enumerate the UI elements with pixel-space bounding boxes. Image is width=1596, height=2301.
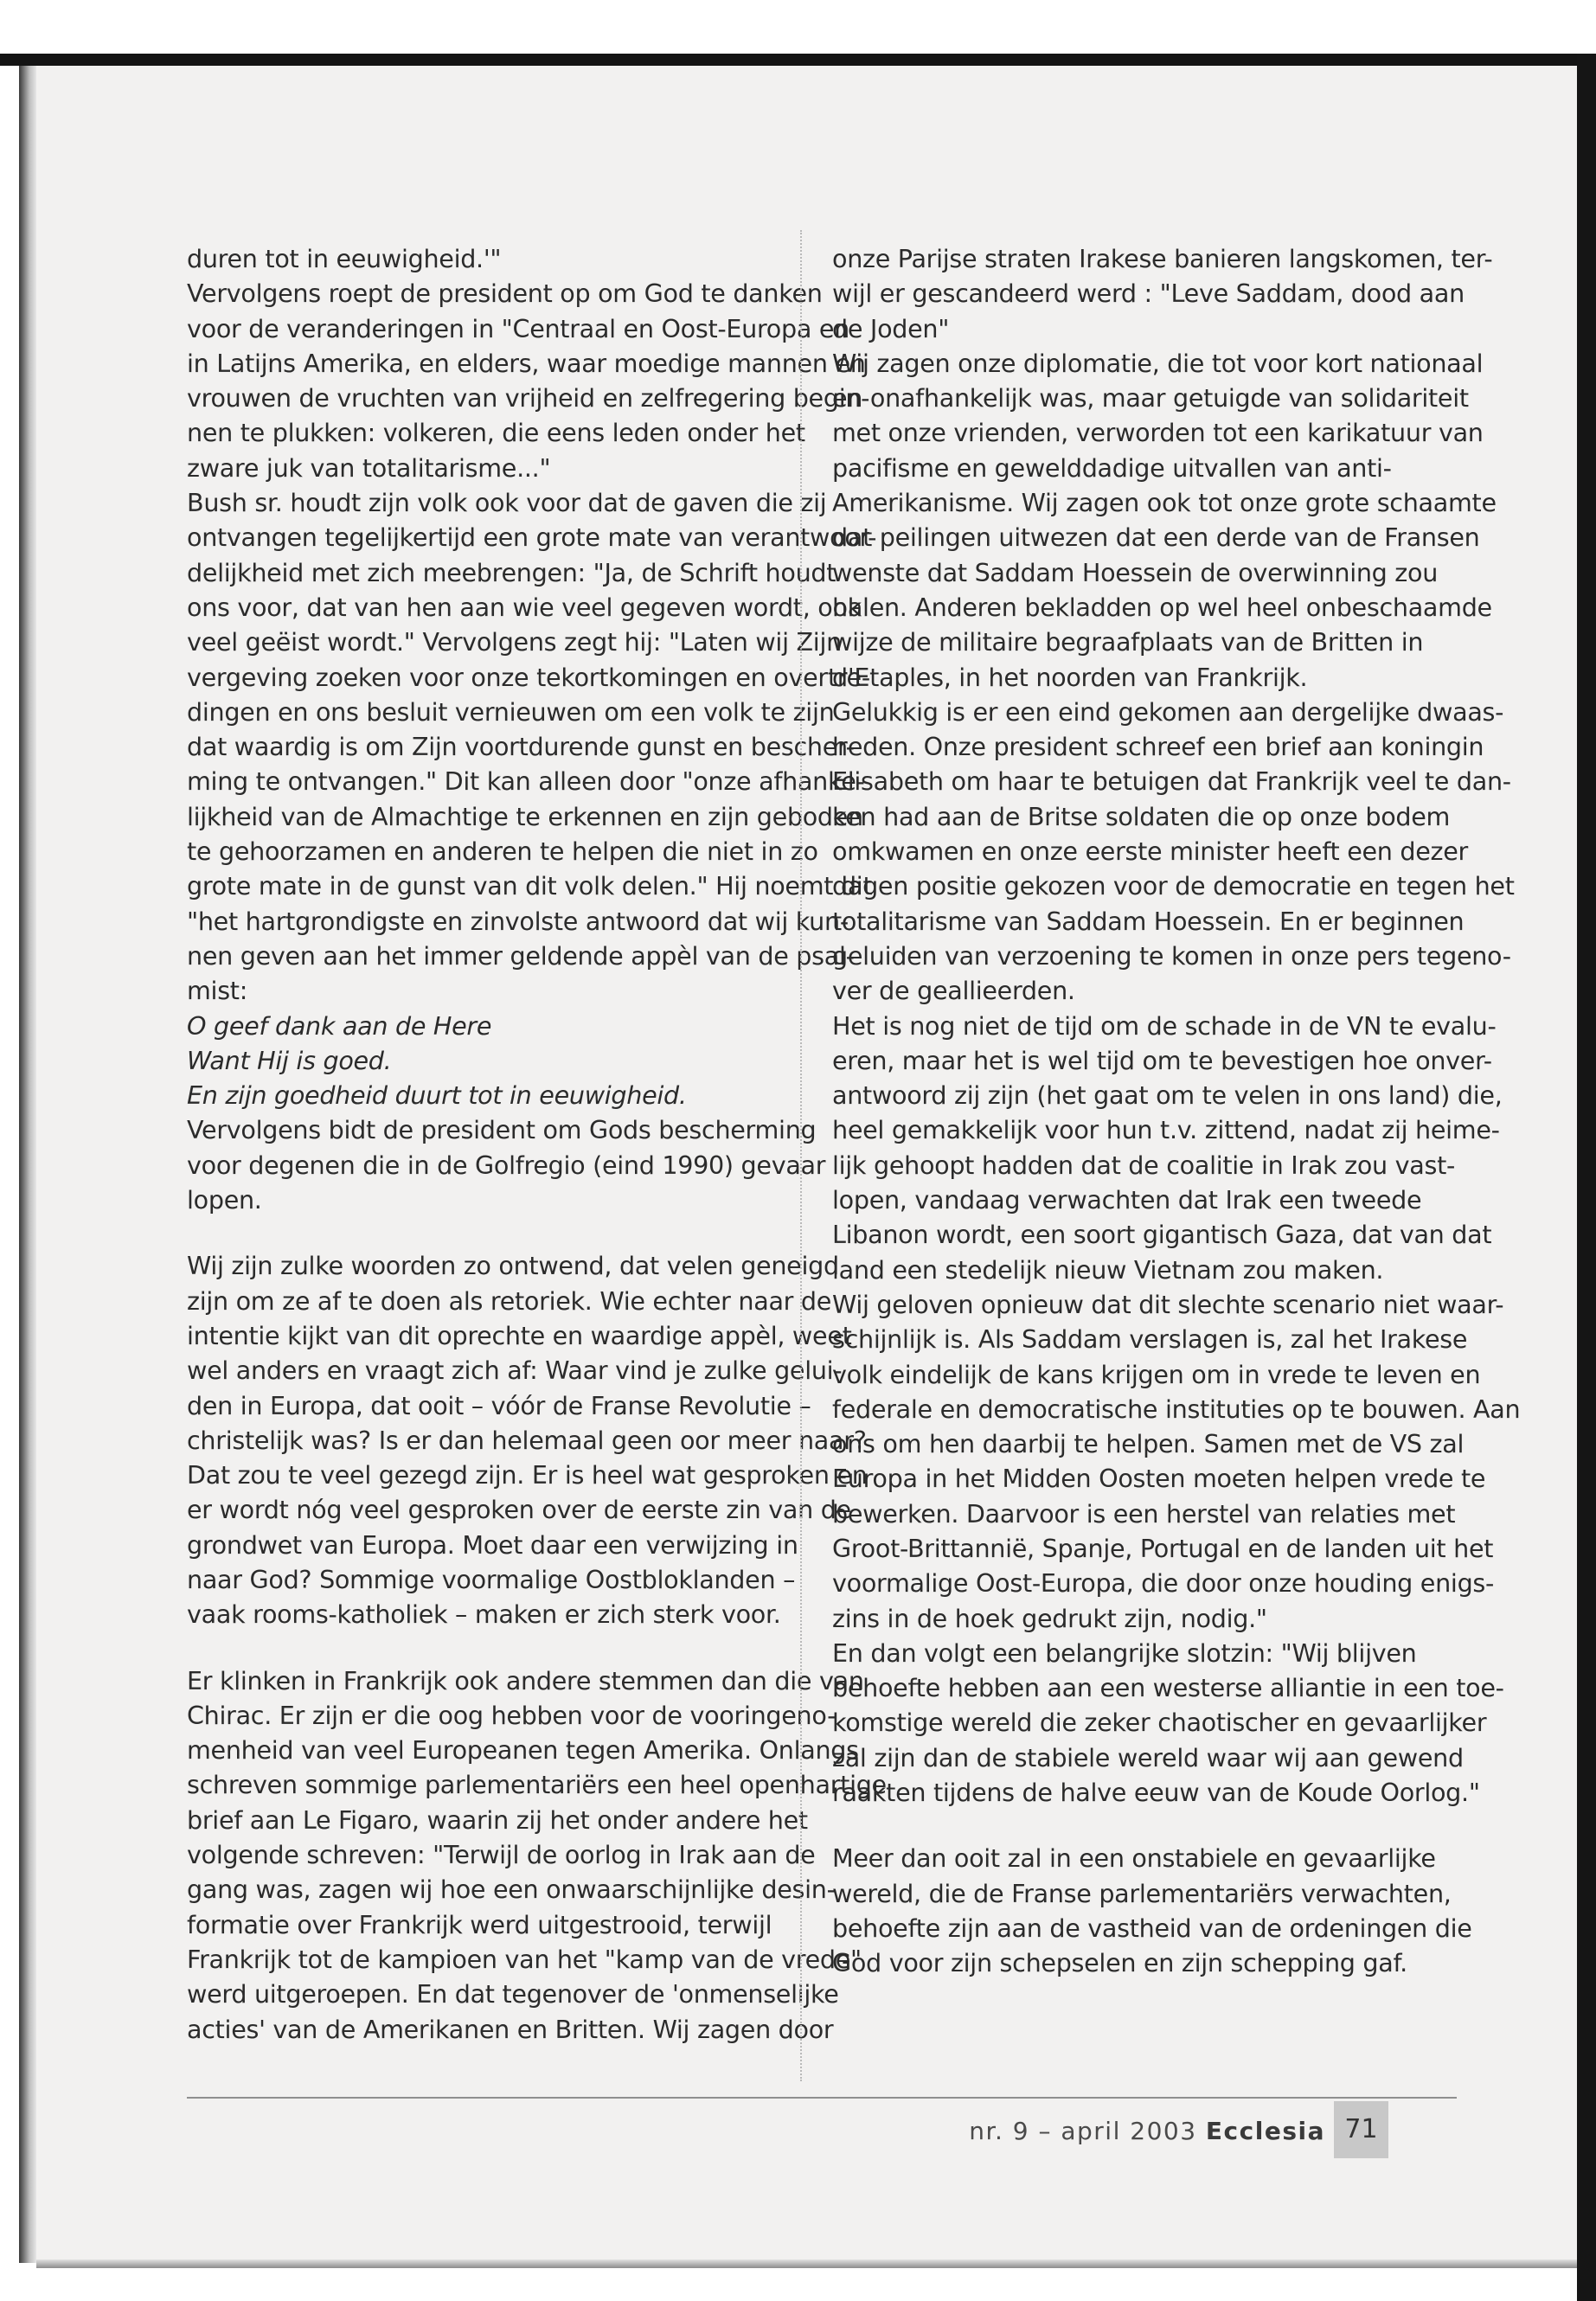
- text-line: vrouwen de vruchten van vrijheid en zelfregering begin-: [187, 383, 870, 413]
- text-line: vaak rooms-katholiek – maken er zich sterk voor.: [187, 1599, 781, 1630]
- text-line: halen. Anderen bekladden op wel heel onbeschaamde: [832, 592, 1492, 622]
- text-line: eren, maar het is wel tijd om te bevestigen hoe onver-: [832, 1045, 1492, 1075]
- text-line: federale en democratische instituties op te bouwen. Aan: [832, 1394, 1521, 1424]
- text-line: nen te plukken: volkeren, die eens leden onder het: [187, 418, 805, 448]
- text-line: lopen.: [187, 1185, 262, 1215]
- text-line: wenste dat Saddam Hoessein de overwinning zou: [832, 557, 1439, 587]
- footer-magazine-name: Ecclesia: [1205, 2117, 1325, 2145]
- text-line: raakten tijdens de halve eeuw van de Koude Oorlog.": [832, 1778, 1480, 1808]
- text-line: God voor zijn schepselen en zijn schepping gaf.: [832, 1948, 1407, 1978]
- footer-issue-line: [940, 2111, 1325, 2152]
- text-line: behoefte hebben aan een westerse alliantie in een toe-: [832, 1673, 1504, 1703]
- text-line: met onze vrienden, verworden tot een karikatuur van: [832, 418, 1484, 448]
- text-line: schijnlijk is. Als Saddam verslagen is, zal het Irakese: [832, 1324, 1468, 1355]
- text-line: zware juk van totalitarisme...": [187, 452, 551, 483]
- text-line: grondwet van Europa. Moet daar een verwijzing in: [187, 1529, 798, 1560]
- text-line: brief aan Le Figaro, waarin zij het onder andere het: [187, 1804, 808, 1835]
- right-text-column: [832, 241, 1521, 1981]
- text-line: lopen, vandaag verwachten dat Irak een tweede: [832, 1185, 1422, 1215]
- text-line: pacifisme en gewelddadige uitvallen van anti-: [832, 452, 1392, 483]
- text-line: totalitarisme van Saddam Hoessein. En er beginnen: [832, 906, 1465, 936]
- text-line: Groot-Brittannië, Spanje, Portugal en de landen uit het: [832, 1533, 1494, 1563]
- text-line: En dan volgt een belangrijke slotzin: "Wij blijven: [832, 1638, 1417, 1668]
- text-line: komstige wereld die zeker chaotischer en gevaarlijker: [832, 1708, 1487, 1738]
- scan-bottom-edge: [36, 2259, 1577, 2268]
- text-line: Dat zou te veel gezegd zijn. Er is heel wat gesproken en: [187, 1460, 868, 1490]
- text-line: Het is nog niet de tijd om de schade in de VN te evalu-: [832, 1010, 1497, 1041]
- text-line: geluiden van verzoening te komen in onze pers tegeno-: [832, 940, 1511, 971]
- text-line: ken had aan de Britse soldaten die op onze bodem: [832, 801, 1451, 831]
- text-line: Vervolgens bidt de president om Gods bescherming: [187, 1115, 817, 1145]
- text-line: Want Hij is goed.: [187, 1045, 392, 1075]
- text-line: Meer dan ooit zal in een onstabiele en gevaarlijke: [832, 1843, 1436, 1874]
- text-line: werd uitgeroepen. En dat tegenover de 'onmenselijke: [187, 1979, 839, 2009]
- scan-left-edge: [19, 66, 36, 2263]
- text-line: "het hartgrondigste en zinvolste antwoord dat wij kun-: [187, 906, 849, 936]
- text-line: wijze de militaire begraafplaats van de Britten in: [832, 627, 1424, 657]
- text-line: vergeving zoeken voor onze tekortkomingen en overtre-: [187, 662, 870, 692]
- scan-right-border: [1577, 54, 1596, 2301]
- text-line: lijk gehoopt hadden dat de coalitie in Irak zou vast-: [832, 1150, 1455, 1180]
- text-line: zins in de hoek gedrukt zijn, nodig.": [832, 1603, 1267, 1633]
- text-line: wijl er gescandeerd werd : "Leve Saddam, dood aan: [832, 279, 1465, 309]
- text-line: ver de geallieerden.: [832, 976, 1075, 1006]
- text-line: Libanon wordt, een soort gigantisch Gaza, dat van dat: [832, 1220, 1492, 1250]
- text-line: intentie kijkt van dit oprechte en waardige appèl, weet: [187, 1320, 852, 1350]
- text-line: naar God? Sommige voormalige Oostbloklanden –: [187, 1564, 796, 1594]
- text-line: nen geven aan het immer geldende appèl van de psal-: [187, 940, 855, 971]
- text-line: zal zijn dan de stabiele wereld waar wij aan gewend: [832, 1742, 1464, 1772]
- text-line: antwoord zij zijn (het gaat om te velen in ons land) die,: [832, 1080, 1503, 1111]
- text-line: voor de veranderingen in "Centraal en Oost-Europa en: [187, 313, 849, 343]
- text-line: Vervolgens roept de president op om God te danken: [187, 279, 823, 309]
- paragraph-gap: [832, 1810, 1464, 1841]
- text-line: Wij geloven opnieuw dat dit slechte scenario niet waar-: [832, 1289, 1504, 1319]
- text-line: Wij zagen onze diplomatie, die tot voor kort nationaal: [832, 348, 1484, 378]
- text-line: Amerikanisme. Wij zagen ook tot onze grote schaamte: [832, 488, 1497, 518]
- text-line: en onafhankelijk was, maar getuigde van solidariteit: [832, 383, 1469, 413]
- text-line: ming te ontvangen." Dit kan alleen door "onze afhanke-: [187, 766, 865, 797]
- text-line: gang was, zagen wij hoe een onwaarschijnlijke desin-: [187, 1875, 836, 1905]
- text-line: grote mate in de gunst van dit volk delen." Hij noemt dit: [187, 871, 873, 901]
- text-line: behoefte zijn aan de vastheid van de ordeningen die: [832, 1913, 1472, 1943]
- text-line: formatie over Frankrijk werd uitgestrooid, terwijl: [187, 1909, 772, 1939]
- text-line: de Joden": [832, 313, 950, 343]
- text-line: d'Etaples, in het noorden van Frankrijk.: [832, 662, 1308, 692]
- text-line: lijkheid van de Almachtige te erkennen en zijn geboden: [187, 801, 863, 831]
- text-line: in Latijns Amerika, en elders, waar moedige mannen en: [187, 348, 866, 378]
- text-line: wel anders en vraagt zich af: Waar vind je zulke gelui-: [187, 1356, 843, 1386]
- text-line: schreven sommige parlementariërs een heel openhartige: [187, 1770, 887, 1800]
- text-line: Wij zijn zulke woorden zo ontwend, dat velen geneigd: [187, 1251, 839, 1281]
- text-line: volgende schreven: "Terwijl de oorlog in Irak aan de: [187, 1840, 816, 1870]
- text-line: er wordt nóg veel gesproken over de eerste zin van de: [187, 1495, 851, 1525]
- text-line: wereld, die de Franse parlementariërs verwachten,: [832, 1878, 1452, 1908]
- text-line: Elisabeth om haar te betuigen dat Frankrijk veel te dan-: [832, 766, 1511, 797]
- text-line: christelijk was? Is er dan helemaal geen oor meer naar?: [187, 1425, 867, 1455]
- text-line: volk eindelijk de kans krijgen om in vrede te leven en: [832, 1359, 1481, 1389]
- text-line: zijn om ze af te doen als retoriek. Wie echter naar de: [187, 1285, 832, 1316]
- text-line: dingen en ons besluit vernieuwen om een volk te zijn: [187, 696, 835, 727]
- scan-top-border: [0, 54, 1596, 66]
- column-divider: [800, 230, 802, 2081]
- text-line: voormalige Oost-Europa, die door onze houding enigs-: [832, 1568, 1495, 1599]
- paragraph-gap: [187, 1217, 810, 1248]
- text-line: Er klinken in Frankrijk ook andere stemmen dan die van: [187, 1665, 864, 1695]
- text-line: heel gemakkelijk voor hun t.v. zittend, nadat zij heime-: [832, 1115, 1500, 1145]
- text-line: Europa in het Midden Oosten moeten helpen vrede te: [832, 1464, 1486, 1494]
- paragraph-gap: [187, 1632, 810, 1663]
- text-line: land een stedelijk nieuw Vietnam zou maken.: [832, 1254, 1384, 1285]
- text-line: den in Europa, dat ooit – vóór de Franse Revolutie –: [187, 1390, 811, 1420]
- magazine-page: [36, 66, 1577, 2259]
- text-line: onze Parijse straten Irakese banieren langskomen, ter-: [832, 244, 1493, 273]
- text-line: heden. Onze president schreef een brief aan koningin: [832, 732, 1484, 762]
- left-text-column: [187, 241, 887, 2047]
- text-line: veel geëist wordt." Vervolgens zegt hij: "Laten wij Zijn: [187, 627, 842, 657]
- text-line: delijkheid met zich meebrengen: "Ja, de Schrift houdt: [187, 557, 836, 587]
- page-number: 71: [1334, 2101, 1388, 2158]
- footer-rule: [187, 2097, 1457, 2099]
- text-line: Gelukkig is er een eind gekomen aan dergelijke dwaas-: [832, 696, 1504, 727]
- text-line: voor degenen die in de Golfregio (eind 1990) gevaar: [187, 1150, 826, 1180]
- text-line: acties' van de Amerikanen en Britten. Wij zagen door: [187, 2014, 834, 2044]
- text-line: Bush sr. houdt zijn volk ook voor dat de gaven die zij: [187, 488, 827, 518]
- text-line: En zijn goedheid duurt tot in eeuwigheid.: [187, 1080, 687, 1111]
- text-line: ons voor, dat van hen aan wie veel gegeven wordt, ook: [187, 592, 862, 622]
- text-line: bewerken. Daarvoor is een herstel van relaties met: [832, 1498, 1456, 1529]
- text-line: O geef dank aan de Here: [187, 1010, 492, 1041]
- text-line: mist:: [187, 976, 248, 1006]
- text-line: Frankrijk tot de kampioen van het "kamp van de vrede": [187, 1944, 862, 1974]
- text-line: dat peilingen uitwezen dat een derde van de Fransen: [832, 522, 1480, 553]
- text-line: te gehoorzamen en anderen te helpen die niet in zo: [187, 836, 818, 867]
- text-line: omkwamen en onze eerste minister heeft een dezer: [832, 836, 1468, 867]
- text-line: ons om hen daarbij te helpen. Samen met de VS zal: [832, 1429, 1465, 1459]
- text-line: duren tot in eeuwigheid.'": [187, 244, 502, 273]
- text-line: dat waardig is om Zijn voortdurende gunst en bescher-: [187, 732, 855, 762]
- text-line: dagen positie gekozen voor de democratie en tegen het: [832, 871, 1515, 901]
- footer-issue: nr. 9 – april 2003: [969, 2117, 1197, 2145]
- text-line: menheid van veel Europeanen tegen Amerika. Onlangs: [187, 1735, 859, 1766]
- text-line: Chirac. Er zijn er die oog hebben voor de vooringeno-: [187, 1700, 836, 1730]
- text-line: ontvangen tegelijkertijd een grote mate van verantwoor-: [187, 522, 877, 553]
